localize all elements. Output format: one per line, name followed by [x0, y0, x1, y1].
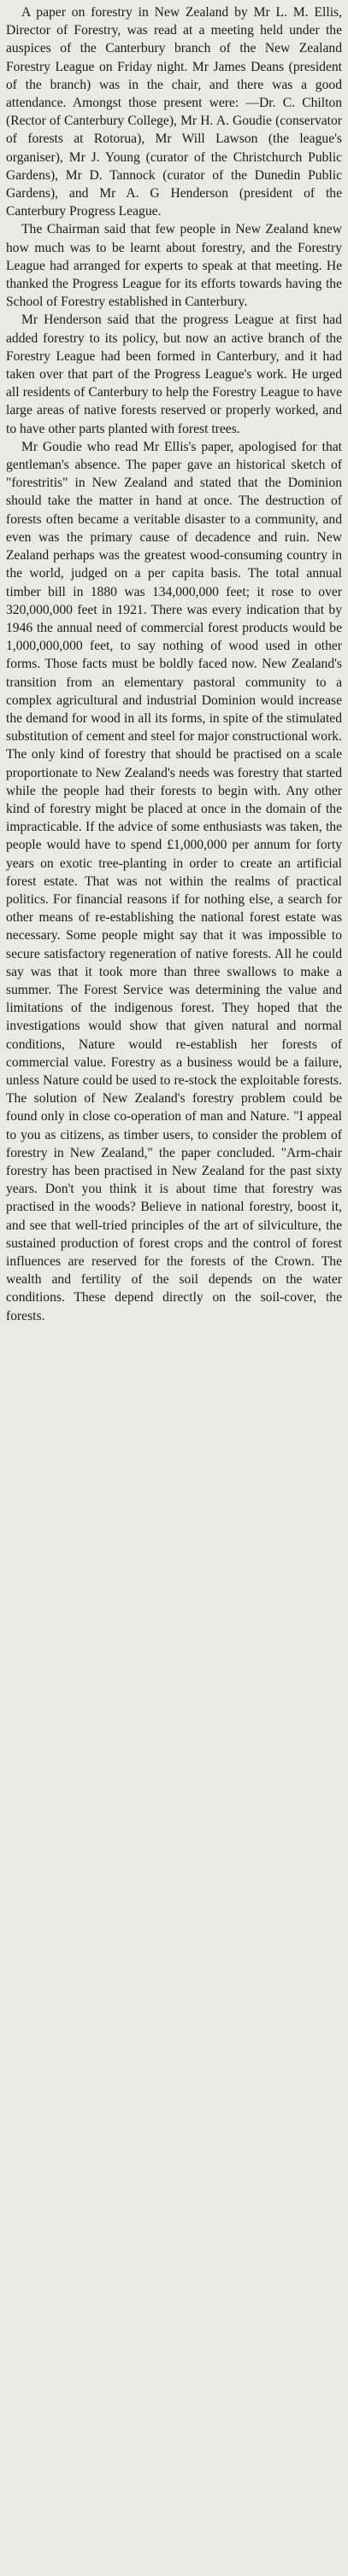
article-paragraph-2: The Chairman said that few people in New Zealand knew how much was to be learnt about forestry, and the Forestry League had arranged for experts to speak at that meeting. He thanked the Progress League for its efforts towards having the School of Forestry established in Canterbury. — [6, 222, 342, 310]
article-paragraph-1: A paper on forestry in New Zealand by Mr L. M. Ellis, Director of Forestry, was read at a meeting held under the auspices of the Canterbury branch of the New Zealand Forestry League on Friday night. Mr James Deans (president of the branch) was in the chair, and there was a good attendance. Amongst those present were: —Dr. C. Chilton (Rector of Canterbury College), Mr H. A. Goudie (conservator of forests at Rotorua), Mr Will Lawson (the league's organiser), Mr J. Young (curator of the Christchurch Public Gardens), Mr D. Tannock (curator of the Dunedin Public Gardens), and Mr A. G Henderson (president of the Canterbury Progress League. — [6, 5, 342, 219]
article-paragraph-4: Mr Goudie who read Mr Ellis's paper, apologised for that gentleman's absence. The paper gave an historical sketch of "forestritis" in New Zealand and stated that the Dominion should take the matter in hand at once. The destruction of forests often became a veritable disaster to a community, and even was the primary cause of decadence and ruin. New Zealand perhaps was the greatest wood-consuming country in the world, judged on a per capita basis. The total annual timber bill in 1880 was 134,000,000 feet; it rose to over 320,000,000 feet in 1921. There was every indication that by 1946 the annual need of commercial forest products would be 1,000,000,000 feet, to say nothing of wood used in other forms. Those facts must be boldly faced now. New Zealand's transition from an elementary pastoral community to a complex agricultural and industrial Dominion would increase the demand for wood in all its forms, in spite of the stimulated substitution of cement and steel for major constructional work. The only kind of forestry that should be practised on a scale proportionate to New Zealand's needs was forestry that started while the people had their forests to begin with. Any other kind of forestry might be placed at once in the domain of the impracticable. If the advice of some enthusiasts was taken, the people would have to spend £1,000,000 per annum for forty years on exotic tree-planting in order to create an artificial forest estate. That was not within the realms of practical politics. For financial reasons if for nothing else, a search for other means of re-establishing the national forest estate was necessary. Some people might say that it was impossible to secure satisfactory regeneration of native forests. All he could say was that it took more than three swallows to make a summer. The Forest Service was determining the value and limitations of the indigenous forest. They hoped that the investigations would show that given natural and normal conditions, Nature would re-establish her forests of commercial value. Forestry as a business would be a failure, unless Nature could be used to re-stock the exploitable forests. The solution of New Zealand's forestry problem could be found only in close co-operation of man and Nature. "I appeal to you as citizens, as timber users, to consider the problem of forestry in New Zealand," the paper concluded. "Arm-chair forestry has been practised in New Zealand for the past sixty years. Don't you think it is about time that forestry was practised in the woods? Believe in national forestry, boost it, and see that well-tried principles of the art of silviculture, the sustained production of forest crops and the control of forest influences are reserved for the forests of the Crown. The wealth and fertility of the soil depends on the water conditions. These depend directly on the soil-cover, the forests. — [6, 439, 342, 1323]
article-paragraph-3: Mr Henderson said that the progress League at first had added forestry to its policy, but now an active branch of the Forestry League had been formed in Canterbury, and it had taken over that part of the Progress League's work. He urged all residents of Canterbury to help the Forestry League to have large areas of native forests reserved or properly worked, and to have other parts planted with forest trees. — [6, 313, 342, 436]
